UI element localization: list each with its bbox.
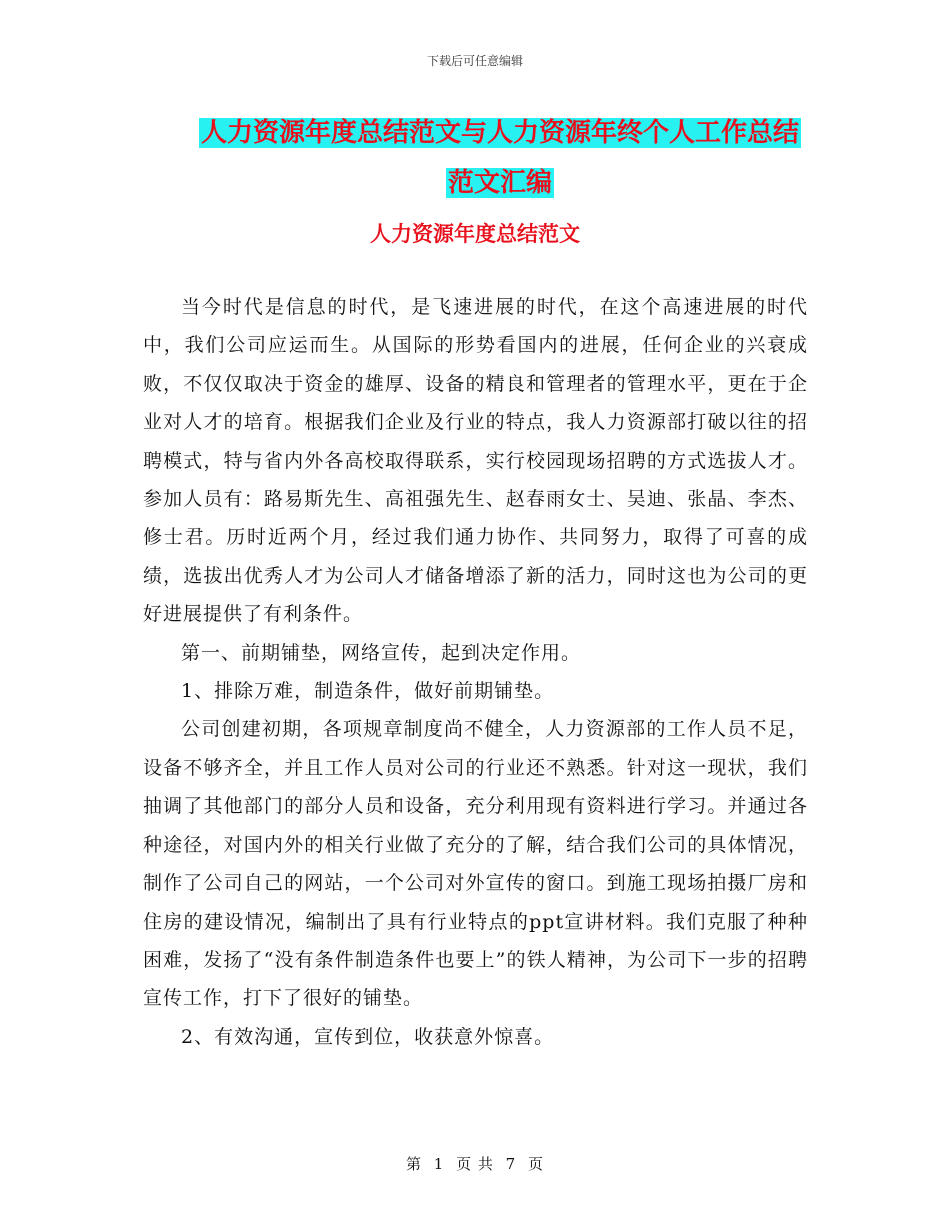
paragraph-intro: 当今时代是信息的时代，是飞速进展的时代，在这个高速进展的时代中，我们公司应运而生。从国际的形势看国内的进展，任何企业的兴衰成败，不仅仅取决于资金的雄厚、设备的精良和管理者的管理水平，更在于企业对人才的培育。根据我们企业及行业的特点，我人力资源部打破以往的招聘模式，特与省内外各高校取得联系，实行校园现场招聘的方式选拔人才。参加人员有：路易斯先生、高祖强先生、赵春雨女士、吴迪、张晶、李杰、修士君。历时近两个月，经过我们通力协作、共同努力，取得了可喜的成绩，选拔出优秀人才为公司人才储备增添了新的活力，同时这也为公司的更好进展提供了有利条件。	[143, 296, 808, 626]
footer-prefix: 第	[405, 1155, 422, 1173]
paragraph-heading-1: 第一、前期铺垫，网络宣传，起到决定作用。	[181, 641, 582, 664]
footer-suffix: 页	[528, 1155, 545, 1173]
section-title: 人力资源年度总结范文	[370, 221, 580, 246]
document-title	[180, 108, 820, 208]
header-note: 下载后可任意编辑	[426, 54, 523, 68]
paragraph-subheading-1: 1、排除万难，制造条件，做好前期铺垫。	[181, 680, 555, 703]
paragraph-subheading-2: 2、有效沟通，宣传到位，收获意外惊喜。	[181, 1025, 555, 1048]
footer-middle: 页 共	[456, 1155, 494, 1173]
document-body	[143, 288, 808, 1056]
title-line-2: 范文汇编	[447, 168, 552, 198]
total-page-count: 7	[505, 1155, 517, 1173]
page-footer	[0, 1153, 950, 1174]
current-page-number: 1	[433, 1155, 445, 1173]
title-line-1: 人力资源年度总结范文与人力资源年终个人工作总结	[200, 118, 799, 148]
paragraph-body-1: 公司创建初期，各项规章制度尚不健全，人力资源部的工作人员不足，设备不够齐全，并且工作人员对公司的行业还不熟悉。针对这一现状，我们抽调了其他部门的部分人员和设备，充分利用现有资料进行学习。并通过各种途径，对国内外的相关行业做了充分的了解，结合我们公司的具体情况，制作了公司自己的网站，一个公司对外宣传的窗口。到施工现场拍摄厂房和住房的建设情况，编制出了具有行业特点的ppt宣讲材料。我们克服了种种困难，发扬了“没有条件制造条件也要上”的铁人精神，为公司下一步的招聘宣传工作，打下了很好的铺垫。	[143, 718, 808, 1010]
